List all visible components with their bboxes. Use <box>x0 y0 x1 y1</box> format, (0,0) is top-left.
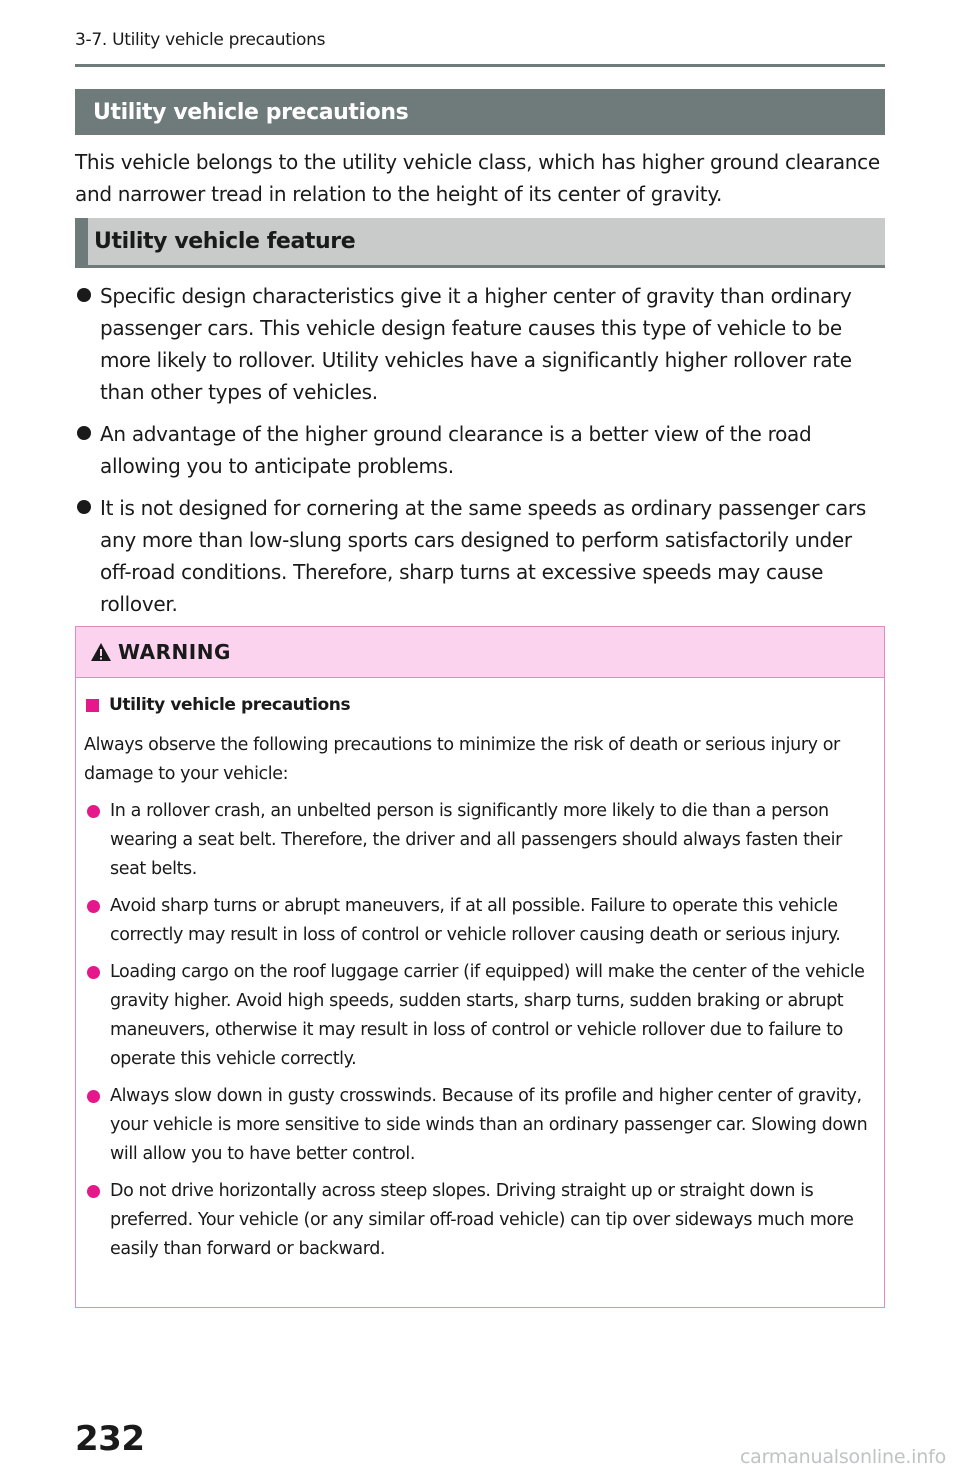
pink-bullet-icon <box>87 966 100 979</box>
feature-list <box>75 280 885 630</box>
warning-body <box>76 678 884 1264</box>
page-number: 232 <box>75 1419 145 1459</box>
header-divider <box>75 64 885 67</box>
section-intro: This vehicle belongs to the utility vehicle class, which has higher ground clearance and narrower tread in relation to the height of its center of gravity. <box>75 150 880 206</box>
warning-subheading <box>84 691 868 719</box>
warning-box <box>75 626 885 1308</box>
watermark: carmanualsonline.info <box>739 1446 946 1468</box>
subsection-title-bar <box>75 218 885 268</box>
pink-bullet-icon <box>87 1090 100 1103</box>
bullet-icon <box>77 426 91 440</box>
warning-item-text: Always slow down in gusty crosswinds. Because of its profile and higher center of gravity, your vehicle is more sensitive to side winds than an ordinary passenger car. Slowing down will allow you to have better control. <box>110 1086 868 1164</box>
warning-list <box>84 797 868 1264</box>
pink-bullet-icon <box>87 1185 100 1198</box>
warning-item <box>84 797 868 884</box>
warning-item <box>84 892 868 950</box>
subsection-title: Utility vehicle feature <box>94 229 356 254</box>
warning-item <box>84 1082 868 1169</box>
warning-item-text: Do not drive horizontally across steep slopes. Driving straight up or straight down is preferred. Your vehicle (or any similar off-road vehicle) can tip over sideways much more easily than forward or backward. <box>110 1181 854 1259</box>
square-bullet-icon <box>86 699 99 712</box>
feature-item-text: An advantage of the higher ground clearance is a better view of the road allowing you to anticipate problems. <box>100 422 812 478</box>
feature-item <box>75 492 885 620</box>
feature-item-text: Specific design characteristics give it a higher center of gravity than ordinary passenger cars. This vehicle design feature causes this type of vehicle to be more likely to rollover. Utility vehicles have a significantly higher rollover rate than other types of vehicles. <box>100 284 852 404</box>
section-title: Utility vehicle precautions <box>93 99 409 125</box>
warning-item-text: Avoid sharp turns or abrupt maneuvers, if at all possible. Failure to operate this vehicle correctly may result in loss of control or vehicle rollover causing death or serious injury. <box>110 896 841 945</box>
feature-item <box>75 418 885 482</box>
bullet-icon <box>77 500 91 514</box>
warning-item <box>84 958 868 1074</box>
pink-bullet-icon <box>87 805 100 818</box>
warning-item-text: In a rollover crash, an unbelted person is significantly more likely to die than a person wearing a seat belt. Therefore, the driver and all passengers should always fasten their seat belts. <box>110 801 842 879</box>
warning-item-text: Loading cargo on the roof luggage carrier (if equipped) will make the center of the vehicle gravity higher. Avoid high speeds, sudden starts, sharp turns, sudden braking or abrupt maneuvers, otherwise it may result in loss of control or vehicle rollover due to failure to operate this vehicle correctly. <box>110 962 865 1069</box>
warning-label: WARNING <box>118 640 231 664</box>
section-title-bar <box>75 89 885 135</box>
warning-subheading-text: Utility vehicle precautions <box>109 695 351 715</box>
feature-item <box>75 280 885 408</box>
bullet-icon <box>77 288 91 302</box>
warning-intro: Always observe the following precautions to minimize the risk of death or serious injury or damage to your vehicle: <box>84 735 840 784</box>
warning-triangle-icon <box>90 642 112 662</box>
warning-header <box>76 627 884 678</box>
pink-bullet-icon <box>87 900 100 913</box>
warning-item <box>84 1177 868 1264</box>
chapter-header: 3-7. Utility vehicle precautions <box>75 30 326 50</box>
feature-item-text: It is not designed for cornering at the same speeds as ordinary passenger cars any more than low-slung sports cars designed to perform satisfactorily under off-road conditions. Therefore, sharp turns at excessive speeds may cause rollover. <box>100 496 866 616</box>
